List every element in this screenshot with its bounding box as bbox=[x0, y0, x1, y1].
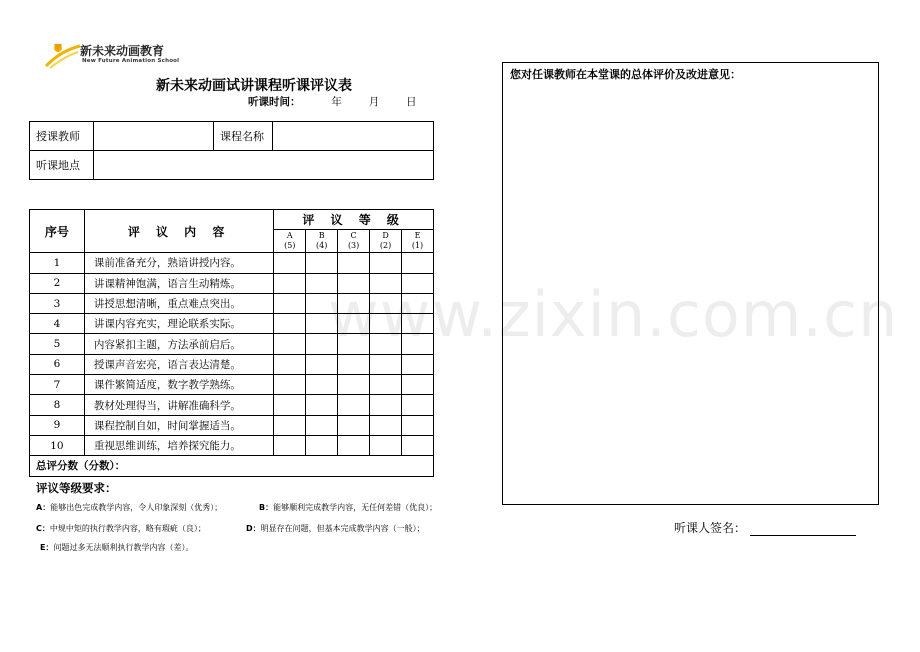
requirement-b-key: B： bbox=[259, 503, 274, 512]
table-row bbox=[30, 435, 434, 455]
grade-cell-d[interactable] bbox=[370, 354, 402, 374]
grade-cell-a[interactable] bbox=[274, 334, 306, 354]
requirement-e-key: E： bbox=[40, 543, 54, 552]
row-criterion: 讲授思想清晰，重点难点突出。 bbox=[84, 293, 273, 313]
col-content-header: 评 议 内 容 bbox=[84, 210, 273, 253]
info-table bbox=[29, 121, 434, 180]
grade-score: (5) bbox=[284, 241, 296, 251]
grade-cell-a[interactable] bbox=[274, 354, 306, 374]
grade-cell-b[interactable] bbox=[306, 253, 338, 273]
row-number: 1 bbox=[30, 253, 85, 273]
row-number: 6 bbox=[30, 354, 85, 374]
grade-cell-e[interactable] bbox=[402, 435, 434, 455]
row-number: 4 bbox=[30, 314, 85, 334]
grade-cell-e[interactable] bbox=[402, 375, 434, 395]
grade-cell-a[interactable] bbox=[274, 435, 306, 455]
grade-header-d bbox=[370, 230, 402, 253]
row-criterion: 内容紧扣主题，方法承前启后。 bbox=[84, 334, 273, 354]
table-row bbox=[30, 253, 434, 273]
comment-label: 您对任课教师在本堂课的总体评价及改进意见： bbox=[510, 68, 741, 81]
table-row bbox=[30, 354, 434, 374]
grade-letter: C bbox=[350, 231, 357, 241]
grade-cell-c[interactable] bbox=[338, 354, 370, 374]
grade-cell-e[interactable] bbox=[402, 415, 434, 435]
signature-row bbox=[674, 519, 856, 536]
grade-cell-a[interactable] bbox=[274, 253, 306, 273]
logo bbox=[44, 40, 180, 72]
grade-cell-c[interactable] bbox=[338, 415, 370, 435]
grade-score: (3) bbox=[347, 241, 360, 251]
col-grade-header: 评 议 等 级 bbox=[274, 210, 434, 230]
grade-cell-a[interactable] bbox=[274, 273, 306, 293]
time-year: 年 bbox=[331, 96, 342, 108]
requirement-a-key: A： bbox=[36, 503, 51, 512]
grade-cell-d[interactable] bbox=[370, 253, 402, 273]
row-number: 3 bbox=[30, 293, 85, 313]
grade-cell-d[interactable] bbox=[370, 435, 402, 455]
grade-cell-e[interactable] bbox=[402, 395, 434, 415]
grade-header-a bbox=[274, 230, 306, 253]
row-criterion: 教材处理得当，讲解准确科学。 bbox=[84, 395, 273, 415]
row-criterion: 课程控制自如，时间掌握适当。 bbox=[84, 415, 273, 435]
requirement-c-key: C： bbox=[36, 524, 50, 533]
location-field[interactable] bbox=[94, 151, 434, 180]
row-number: 10 bbox=[30, 435, 85, 455]
row-number: 7 bbox=[30, 375, 85, 395]
grade-cell-b[interactable] bbox=[306, 435, 338, 455]
logo-sub-text: New Future Animation School bbox=[82, 58, 180, 64]
row-number: 2 bbox=[30, 273, 85, 293]
requirement-d-text: 明显存在问题，但基本完成教学内容（一般）； bbox=[260, 524, 425, 533]
grade-header-b bbox=[306, 230, 338, 253]
course-label: 课程名称 bbox=[214, 122, 273, 151]
grade-cell-a[interactable] bbox=[274, 395, 306, 415]
requirement-c-text: 中规中矩的执行教学内容，略有瑕疵（良）； bbox=[49, 524, 206, 533]
table-row bbox=[30, 415, 434, 435]
teacher-label: 授课教师 bbox=[30, 122, 94, 151]
requirement-a bbox=[36, 502, 222, 513]
requirement-d-key: D： bbox=[246, 524, 261, 533]
grade-cell-b[interactable] bbox=[306, 415, 338, 435]
row-criterion: 课件繁简适度，数字教学熟练。 bbox=[84, 375, 273, 395]
grade-cell-c[interactable] bbox=[338, 395, 370, 415]
grade-cell-b[interactable] bbox=[306, 375, 338, 395]
watermark: www.zixin.com.cn bbox=[328, 278, 899, 351]
grade-header-e bbox=[402, 230, 434, 253]
grade-letter: B bbox=[318, 231, 325, 241]
requirement-e bbox=[40, 542, 193, 553]
row-criterion: 课前准备充分，熟谙讲授内容。 bbox=[84, 253, 273, 273]
grade-cell-a[interactable] bbox=[274, 375, 306, 395]
row-number: 9 bbox=[30, 415, 85, 435]
row-criterion: 讲课内容充实，理论联系实际。 bbox=[84, 314, 273, 334]
grade-cell-a[interactable] bbox=[274, 293, 306, 313]
requirement-b bbox=[259, 502, 437, 513]
page-title: 新未来动画试讲课程听课评议表 bbox=[156, 78, 352, 94]
row-criterion: 讲课精神饱满，语言生动精炼。 bbox=[84, 273, 273, 293]
grade-letter: E bbox=[414, 231, 421, 241]
time-month: 月 bbox=[368, 96, 380, 108]
grade-score: (4) bbox=[316, 241, 328, 251]
grade-score: (1) bbox=[411, 241, 424, 251]
lecture-time-row bbox=[248, 94, 417, 109]
grade-cell-b[interactable] bbox=[306, 395, 338, 415]
grade-cell-c[interactable] bbox=[338, 253, 370, 273]
grade-letter: D bbox=[382, 231, 389, 241]
grade-cell-a[interactable] bbox=[274, 415, 306, 435]
requirement-d bbox=[246, 523, 425, 534]
col-num-header: 序号 bbox=[30, 210, 85, 253]
grade-score: (2) bbox=[379, 241, 392, 251]
signature-label: 听课人签名： bbox=[674, 521, 747, 535]
requirement-e-text: 问题过多无法顺利执行教学内容（差）。 bbox=[53, 543, 194, 552]
time-day: 日 bbox=[406, 96, 417, 108]
table-row bbox=[30, 395, 434, 415]
requirements-title: 评议等级要求： bbox=[36, 481, 117, 495]
grade-cell-b[interactable] bbox=[306, 354, 338, 374]
grade-cell-a[interactable] bbox=[274, 314, 306, 334]
row-number: 5 bbox=[30, 334, 85, 354]
grade-cell-e[interactable] bbox=[402, 253, 434, 273]
row-number: 8 bbox=[30, 395, 85, 415]
grade-cell-d[interactable] bbox=[370, 395, 402, 415]
requirement-c bbox=[36, 523, 206, 534]
teacher-field[interactable] bbox=[94, 122, 214, 151]
grade-cell-e[interactable] bbox=[402, 354, 434, 374]
requirement-a-text: 能够出色完成教学内容，令人印象深刻（优秀）； bbox=[50, 503, 223, 512]
signature-line[interactable] bbox=[750, 523, 856, 536]
requirement-b-text: 能够顺利完成教学内容，无任何差错（优良）； bbox=[273, 503, 438, 512]
grade-cell-c[interactable] bbox=[338, 435, 370, 455]
grade-cell-d[interactable] bbox=[370, 375, 402, 395]
grade-cell-c[interactable] bbox=[338, 375, 370, 395]
location-label: 听课地点 bbox=[30, 151, 94, 180]
time-label: 听课时间： bbox=[248, 96, 301, 108]
grade-letter: A bbox=[286, 231, 293, 241]
table-row bbox=[30, 375, 434, 395]
logo-swoosh-icon bbox=[44, 40, 84, 70]
row-criterion: 重视思维训练，培养探究能力。 bbox=[84, 435, 273, 455]
course-field[interactable] bbox=[273, 122, 434, 151]
row-criterion: 授课声音宏亮，语言表达清楚。 bbox=[84, 354, 273, 374]
total-score-label: 总评分数（分数）： bbox=[30, 456, 434, 476]
grade-header-c bbox=[338, 230, 370, 253]
grade-cell-d[interactable] bbox=[370, 415, 402, 435]
logo-brand-text: 新未来动画教育 bbox=[80, 44, 165, 58]
